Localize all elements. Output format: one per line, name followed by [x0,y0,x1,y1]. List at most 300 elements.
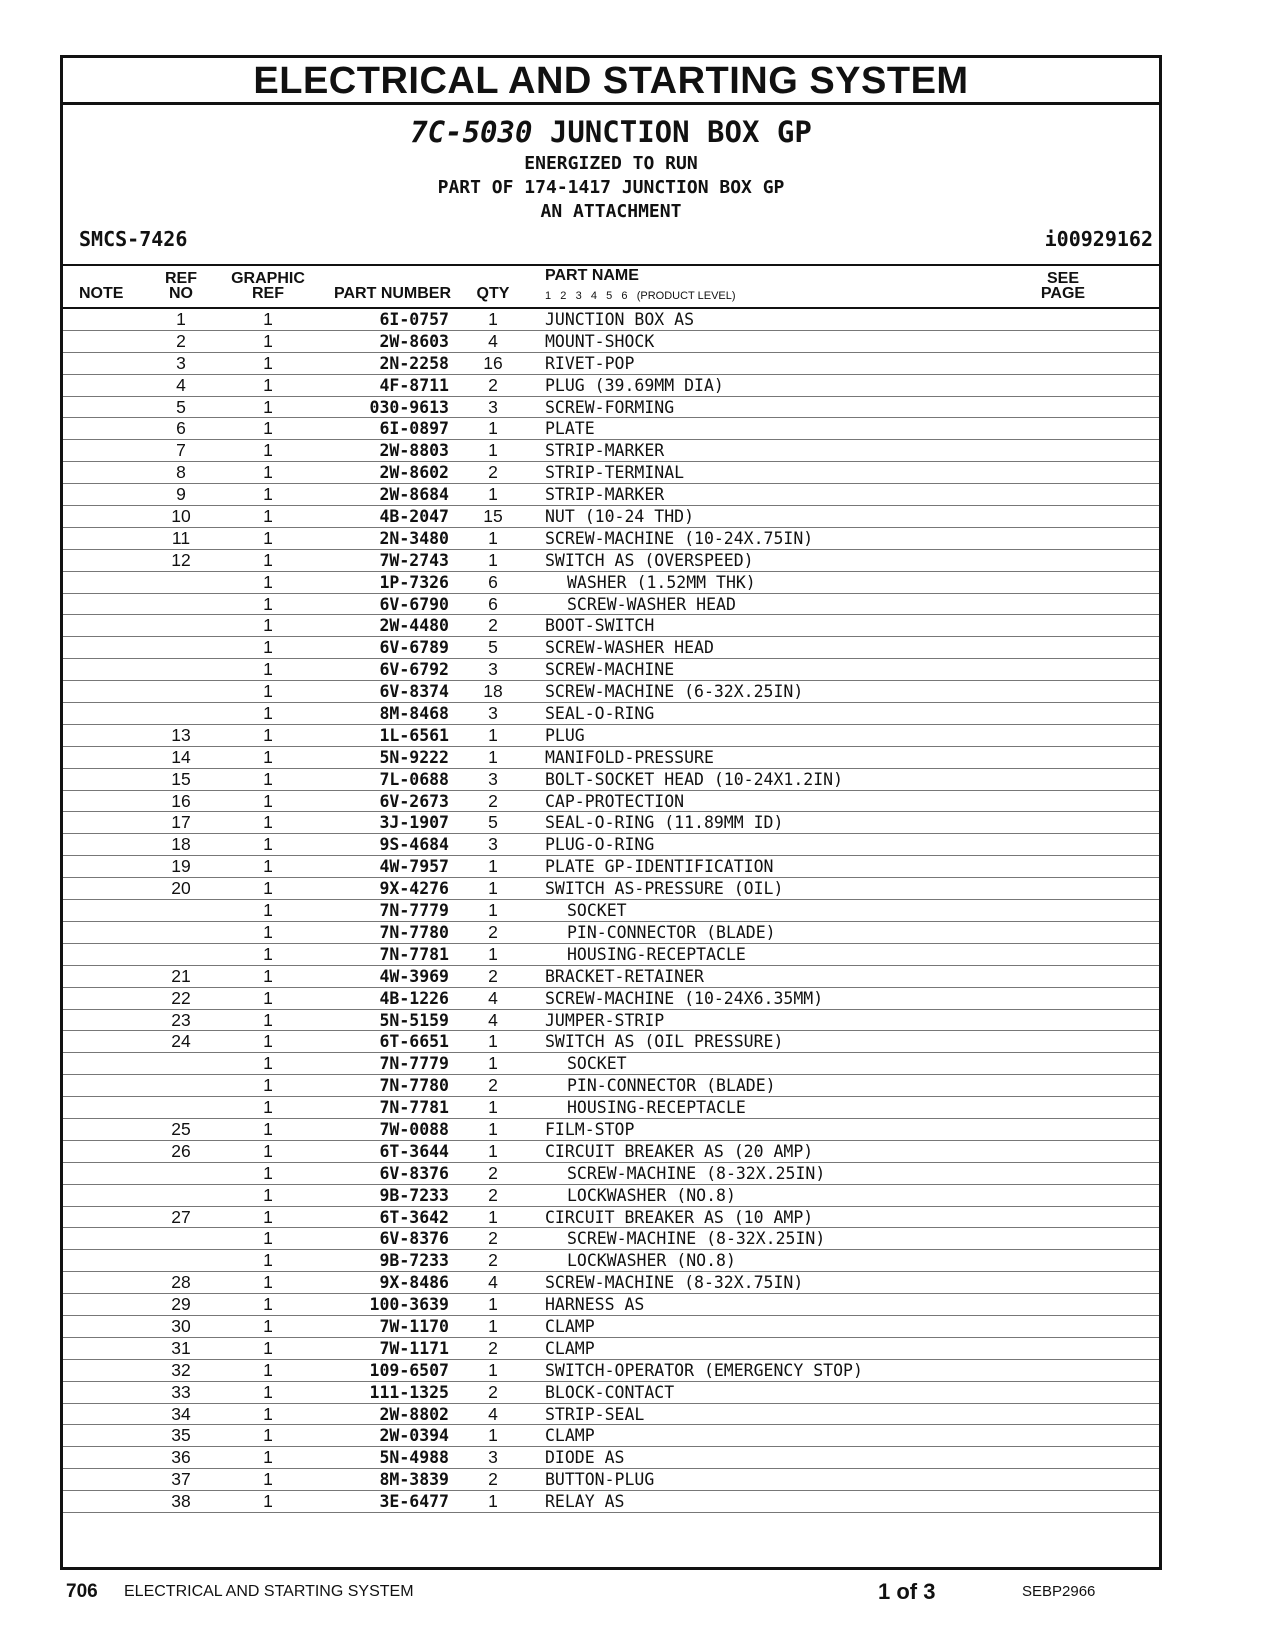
table-row [63,659,1159,681]
ref-no: 28 [171,1272,191,1293]
quantity: 2 [488,1250,498,1271]
part-name: SCREW-MACHINE (10-24X.75IN) [545,528,814,548]
table-row [63,812,1159,834]
table-row [63,769,1159,791]
quantity: 1 [488,878,498,899]
part-name: RIVET-POP [545,353,635,373]
table-row [63,966,1159,988]
part-name: CAP-PROTECTION [545,791,685,811]
ref-no: 36 [171,1447,191,1468]
ref-no: 13 [171,724,191,745]
graphic-ref: 1 [263,637,273,658]
graphic-ref: 1 [263,309,273,329]
graphic-ref: 1 [263,681,273,702]
quantity: 2 [488,921,498,942]
part-number: 8M-3839 [379,1470,449,1490]
illustration-id: i00929162 [1044,227,1153,251]
graphic-ref: 1 [263,593,273,614]
quantity: 4 [488,1009,498,1030]
quantity: 3 [488,1447,498,1468]
graphic-ref: 1 [263,703,273,724]
group-line-energized: ENERGIZED TO RUN [524,153,698,174]
table-row [63,1097,1159,1119]
table-row [63,1382,1159,1404]
part-name: BUTTON-PLUG [545,1470,655,1490]
part-name: SCREW-MACHINE (8-32X.25IN) [567,1163,826,1183]
page-number: 706 [66,1581,98,1602]
group-part-number: 7C-5030 [410,115,533,149]
part-name: PIN-CONNECTOR (BLADE) [567,1076,776,1096]
part-number: 7W-2743 [379,550,449,570]
col-note: NOTE [79,285,124,302]
part-number: 7N-7780 [379,922,449,942]
ref-no: 9 [176,484,186,505]
graphic-ref: 1 [263,1337,273,1358]
table-row [63,791,1159,813]
graphic-ref: 1 [263,965,273,986]
quantity: 1 [488,1491,498,1512]
table-row [63,353,1159,375]
graphic-ref: 1 [263,1447,273,1468]
quantity: 3 [488,703,498,724]
quantity: 5 [488,812,498,833]
ref-no: 33 [171,1381,191,1402]
part-name: JUMPER-STRIP [545,1010,665,1030]
table-row [63,572,1159,594]
part-name: STRIP-SEAL [545,1404,645,1424]
part-name: SEAL-O-RING [545,704,655,724]
ref-no: 16 [171,790,191,811]
graphic-ref: 1 [263,506,273,527]
part-number: 2N-3480 [379,528,449,548]
ref-no: 7 [176,440,186,461]
graphic-ref: 1 [263,1118,273,1139]
part-name: CIRCUIT BREAKER AS (20 AMP) [545,1141,814,1161]
part-name: SWITCH AS-PRESSURE (OIL) [545,879,784,899]
quantity: 16 [483,352,503,373]
sheet-count: 1 of 3 [878,1579,936,1604]
ref-no: 22 [171,987,191,1008]
part-name: HOUSING-RECEPTACLE [567,1098,746,1118]
graphic-ref: 1 [263,1140,273,1161]
quantity: 1 [488,856,498,877]
quantity: 2 [488,1075,498,1096]
part-number: 7W-0088 [379,1119,449,1139]
part-number: 2W-8602 [379,463,449,483]
part-name: CLAMP [545,1316,595,1336]
part-number: 7N-7781 [379,944,449,964]
footer-section: ELECTRICAL AND STARTING SYSTEM [124,1583,414,1600]
graphic-ref: 1 [263,549,273,570]
part-number: 4F-8711 [379,375,449,395]
graphic-ref: 1 [263,1381,273,1402]
ref-no: 5 [176,396,186,417]
part-name: JUNCTION BOX AS [545,310,695,329]
part-number: 7W-1171 [379,1338,449,1358]
table-row [63,1185,1159,1207]
quantity: 2 [488,965,498,986]
part-name: BOOT-SWITCH [545,616,655,636]
graphic-ref: 1 [263,571,273,592]
quantity: 4 [488,987,498,1008]
ref-no: 35 [171,1425,191,1446]
table-row [63,1272,1159,1294]
table-row [63,1469,1159,1491]
graphic-ref: 1 [263,1009,273,1030]
part-number: 4W-3969 [379,966,449,986]
graphic-ref: 1 [263,462,273,483]
quantity: 1 [488,1359,498,1380]
part-number: 7N-7779 [379,1054,449,1074]
table-row [63,1075,1159,1097]
quantity: 1 [488,418,498,439]
part-name: STRIP-MARKER [545,485,665,505]
graphic-ref: 1 [263,900,273,921]
col-product-level: 1 2 3 4 5 6 (PRODUCT LEVEL) [545,290,736,302]
part-name: FILM-STOP [545,1119,635,1139]
graphic-ref: 1 [263,1184,273,1205]
ref-no: 32 [171,1359,191,1380]
col-see-bottom: PAGE [1040,285,1086,302]
ref-no: 10 [171,506,191,527]
quantity: 1 [488,309,498,329]
table-row [63,1425,1159,1447]
part-number: 109-6507 [369,1360,449,1380]
quantity: 3 [488,659,498,680]
quantity: 15 [483,506,503,527]
ref-no: 12 [171,549,191,570]
ref-no: 19 [171,856,191,877]
part-number: 111-1325 [369,1382,449,1402]
parts-list-frame [60,55,1162,1570]
table-row [63,550,1159,572]
table-row [63,922,1159,944]
quantity: 4 [488,1272,498,1293]
part-number: 6V-6789 [379,638,449,658]
table-row [63,1338,1159,1360]
part-number: 6V-6792 [379,660,449,680]
graphic-ref: 1 [263,921,273,942]
part-name: LOCKWASHER (NO.8) [567,1251,736,1271]
part-name: SCREW-MACHINE (8-32X.75IN) [545,1273,804,1293]
ref-no: 29 [171,1294,191,1315]
graphic-ref: 1 [263,1272,273,1293]
quantity: 1 [488,1294,498,1315]
col-part-name: PART NAME [545,267,639,284]
quantity: 2 [488,1337,498,1358]
group-title [63,114,1159,150]
col-qty: QTY [476,285,510,302]
graphic-ref: 1 [263,659,273,680]
part-number: 6V-8376 [379,1229,449,1249]
part-number: 5N-9222 [379,747,449,767]
part-number: 7L-0688 [379,769,449,789]
ref-no: 1 [176,309,186,329]
graphic-ref: 1 [263,878,273,899]
part-number: 8M-8468 [379,704,449,724]
table-row [63,418,1159,440]
ref-no: 20 [171,878,191,899]
group-line-attachment: AN ATTACHMENT [540,201,682,222]
table-row [63,331,1159,353]
part-name: SCREW-FORMING [545,397,675,417]
page-footer [0,1575,1275,1615]
table-row [63,1316,1159,1338]
part-number: 3E-6477 [379,1492,449,1512]
ref-no: 38 [171,1491,191,1512]
table-row [63,1360,1159,1382]
part-name: RELAY AS [545,1492,625,1512]
table-row [63,747,1159,769]
part-name: LOCKWASHER (NO.8) [567,1185,736,1205]
quantity: 1 [488,943,498,964]
part-name: SCREW-MACHINE (6-32X.25IN) [545,682,804,702]
part-number: 6V-8374 [379,682,449,702]
table-row [63,506,1159,528]
quantity: 3 [488,396,498,417]
part-name: MANIFOLD-PRESSURE [545,747,714,767]
part-number: 2W-8684 [379,485,449,505]
quantity: 2 [488,374,498,395]
graphic-ref: 1 [263,1250,273,1271]
part-name: WASHER (1.52MM THK) [567,572,756,592]
part-number: 6T-6651 [379,1032,449,1052]
table-row [63,484,1159,506]
quantity: 1 [488,900,498,921]
table-row [63,440,1159,462]
col-graphic-bottom: REF [252,285,284,302]
quantity: 18 [483,681,503,702]
table-row [63,856,1159,878]
part-name: SOCKET [567,1054,627,1074]
table-row [63,900,1159,922]
group-line-part-of: PART OF 174-1417 JUNCTION BOX GP [437,177,785,198]
ref-no: 24 [171,1031,191,1052]
ref-no: 17 [171,812,191,833]
table-row [63,594,1159,616]
part-number: 2W-4480 [379,616,449,636]
part-name: SEAL-O-RING (11.89MM ID) [545,813,784,833]
col-see-top: SEE [1046,270,1079,287]
table-row [63,1207,1159,1229]
quantity: 1 [488,440,498,461]
part-name: CLAMP [545,1338,595,1358]
part-name: SCREW-MACHINE (10-24X6.35MM) [545,988,824,1008]
quantity: 2 [488,1469,498,1490]
graphic-ref: 1 [263,440,273,461]
ref-no: 25 [171,1118,191,1139]
ref-no: 14 [171,746,191,767]
part-number: 6I-0897 [379,419,449,439]
part-number: 2W-0394 [379,1426,449,1446]
part-number: 4B-1226 [379,988,449,1008]
part-number: 100-3639 [369,1295,449,1315]
table-row [63,1119,1159,1141]
graphic-ref: 1 [263,1491,273,1512]
col-ref-bottom: NO [169,285,193,302]
part-name: PLUG-O-RING [545,835,655,855]
part-number: 2W-8803 [379,441,449,461]
part-number: 7N-7780 [379,1076,449,1096]
part-number: 5N-4988 [379,1448,449,1468]
graphic-ref: 1 [263,943,273,964]
part-name: NUT (10-24 THD) [545,507,695,527]
graphic-ref: 1 [263,527,273,548]
part-name: HOUSING-RECEPTACLE [567,944,746,964]
quantity: 6 [488,571,498,592]
quantity: 2 [488,1381,498,1402]
graphic-ref: 1 [263,418,273,439]
table-row [63,528,1159,550]
part-name: CIRCUIT BREAKER AS (10 AMP) [545,1207,814,1227]
part-name: BOLT-SOCKET HEAD (10-24X1.2IN) [545,769,844,789]
graphic-ref: 1 [263,834,273,855]
graphic-ref: 1 [263,790,273,811]
graphic-ref: 1 [263,1425,273,1446]
parts-table [63,309,1159,1513]
graphic-ref: 1 [263,746,273,767]
graphic-ref: 1 [263,1359,273,1380]
graphic-ref: 1 [263,1053,273,1074]
part-number: 6T-3644 [379,1141,449,1161]
graphic-ref: 1 [263,856,273,877]
column-header [63,266,1159,309]
part-number: 1P-7326 [379,572,449,592]
part-number: 2N-2258 [379,353,449,373]
quantity: 1 [488,1118,498,1139]
table-row [63,1031,1159,1053]
quantity: 1 [488,1206,498,1227]
quantity: 2 [488,462,498,483]
table-row [63,375,1159,397]
table-row [63,397,1159,419]
part-name: DIODE AS [545,1448,625,1468]
graphic-ref: 1 [263,1162,273,1183]
ref-no: 31 [171,1337,191,1358]
ref-no: 11 [171,527,191,548]
part-number: 7N-7781 [379,1098,449,1118]
table-row [63,878,1159,900]
part-number: 6V-8376 [379,1163,449,1183]
ref-no: 26 [171,1140,191,1161]
table-row [63,309,1159,331]
graphic-ref: 1 [263,1031,273,1052]
part-number: 3J-1907 [379,813,449,833]
table-row [63,834,1159,856]
part-name: SWITCH-OPERATOR (EMERGENCY STOP) [545,1360,863,1380]
table-row [63,725,1159,747]
graphic-ref: 1 [263,615,273,636]
graphic-ref: 1 [263,1469,273,1490]
ref-no: 15 [171,768,191,789]
part-name: PIN-CONNECTOR (BLADE) [567,922,776,942]
part-name: SWITCH AS (OVERSPEED) [545,550,754,570]
ref-no: 4 [176,374,186,395]
part-number: 4B-2047 [379,507,449,527]
part-name: HARNESS AS [545,1295,645,1315]
quantity: 4 [488,330,498,351]
part-name: PLATE GP-IDENTIFICATION [545,857,774,877]
part-number: 9X-8486 [379,1273,449,1293]
table-row [63,615,1159,637]
graphic-ref: 1 [263,1294,273,1315]
table-row [63,637,1159,659]
quantity: 3 [488,834,498,855]
quantity: 2 [488,1162,498,1183]
table-row [63,1447,1159,1469]
graphic-ref: 1 [263,1097,273,1118]
part-number: 1L-6561 [379,725,449,745]
ref-no: 18 [171,834,191,855]
quantity: 2 [488,790,498,811]
part-number: 7W-1170 [379,1316,449,1336]
quantity: 1 [488,484,498,505]
quantity: 1 [488,1315,498,1336]
group-header [63,105,1159,266]
quantity: 1 [488,549,498,570]
quantity: 1 [488,527,498,548]
col-ref-top: REF [165,270,197,287]
graphic-ref: 1 [263,352,273,373]
table-row [63,1228,1159,1250]
part-name: SCREW-MACHINE [545,660,675,680]
table-row [63,462,1159,484]
quantity: 1 [488,1053,498,1074]
table-row [63,681,1159,703]
part-number: 6V-6790 [379,594,449,614]
part-name: STRIP-TERMINAL [545,463,685,483]
part-name: SWITCH AS (OIL PRESSURE) [545,1032,784,1052]
part-name: SCREW-WASHER HEAD [545,638,714,658]
doc-id: SEBP2966 [1022,1583,1096,1600]
part-name: BRACKET-RETAINER [545,966,704,986]
part-name: MOUNT-SHOCK [545,331,655,351]
col-part-number: PART NUMBER [334,285,452,302]
part-name: PLATE [545,419,595,439]
part-number: 030-9613 [369,397,449,417]
part-number: 9B-7233 [379,1185,449,1205]
table-row [63,1491,1159,1513]
quantity: 1 [488,1425,498,1446]
graphic-ref: 1 [263,812,273,833]
col-graphic-top: GRAPHIC [231,270,305,287]
part-number: 6T-3642 [379,1207,449,1227]
quantity: 1 [488,1097,498,1118]
ref-no: 34 [171,1403,191,1424]
graphic-ref: 1 [263,987,273,1008]
ref-no: 30 [171,1315,191,1336]
part-number: 6I-0757 [379,310,449,329]
graphic-ref: 1 [263,768,273,789]
quantity: 5 [488,637,498,658]
part-number: 5N-5159 [379,1010,449,1030]
page-title: ELECTRICAL AND STARTING SYSTEM [63,58,1159,105]
group-name: JUNCTION BOX GP [549,115,812,149]
table-row [63,1404,1159,1426]
quantity: 1 [488,724,498,745]
quantity: 2 [488,1184,498,1205]
smcs-code: SMCS-7426 [79,227,188,251]
table-row [63,988,1159,1010]
graphic-ref: 1 [263,330,273,351]
part-name: CLAMP [545,1426,595,1446]
part-number: 9X-4276 [379,879,449,899]
part-number: 4W-7957 [379,857,449,877]
quantity: 1 [488,1140,498,1161]
ref-no: 23 [171,1009,191,1030]
table-row [63,1250,1159,1272]
graphic-ref: 1 [263,374,273,395]
